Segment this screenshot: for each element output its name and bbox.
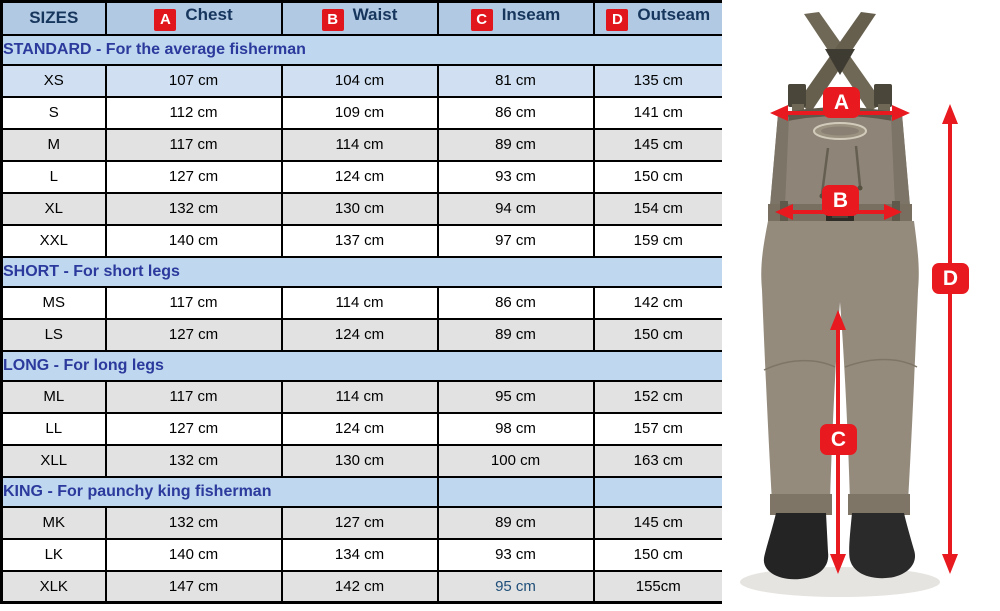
inseam-cell: 93 cm bbox=[438, 161, 594, 193]
size-row-ll bbox=[2, 413, 724, 445]
outseam-cell: 142 cm bbox=[594, 287, 724, 319]
header-row bbox=[2, 2, 724, 35]
size-row-ml bbox=[2, 381, 724, 413]
column-label: SIZES bbox=[29, 8, 79, 28]
chest-cell: 127 cm bbox=[106, 319, 282, 351]
waist-cell: 124 cm bbox=[282, 161, 438, 193]
waist-cell: 104 cm bbox=[282, 65, 438, 97]
outseam-cell: 163 cm bbox=[594, 445, 724, 477]
size-chart-header bbox=[2, 2, 724, 35]
marker-a-badge: A bbox=[154, 9, 176, 31]
size-row-mk bbox=[2, 507, 724, 539]
size-row-m bbox=[2, 129, 724, 161]
outseam-cell: 154 cm bbox=[594, 193, 724, 225]
inseam-cell: 95 cm bbox=[438, 571, 594, 603]
size-cell: LK bbox=[2, 539, 106, 571]
size-row-xxl bbox=[2, 225, 724, 257]
chest-cell: 147 cm bbox=[106, 571, 282, 603]
size-cell: MK bbox=[2, 507, 106, 539]
outseam-cell: 135 cm bbox=[594, 65, 724, 97]
inseam-cell: 98 cm bbox=[438, 413, 594, 445]
inseam-cell: 95 cm bbox=[438, 381, 594, 413]
size-cell: L bbox=[2, 161, 106, 193]
waders-figure bbox=[722, 0, 1000, 611]
outseam-cell: 145 cm bbox=[594, 507, 724, 539]
marker-c-badge: C bbox=[471, 9, 493, 31]
chest-cell: 117 cm bbox=[106, 381, 282, 413]
column-label: Outseam bbox=[637, 5, 711, 25]
size-cell: M bbox=[2, 129, 106, 161]
size-cell: XLL bbox=[2, 445, 106, 477]
size-row-lk bbox=[2, 539, 724, 571]
inseam-cell: 94 cm bbox=[438, 193, 594, 225]
waist-cell: 127 cm bbox=[282, 507, 438, 539]
section-empty-cell bbox=[438, 477, 594, 507]
chest-cell: 140 cm bbox=[106, 225, 282, 257]
size-cell: XL bbox=[2, 193, 106, 225]
outseam-arrow bbox=[942, 104, 958, 574]
size-cell: LS bbox=[2, 319, 106, 351]
size-cell: LL bbox=[2, 413, 106, 445]
size-row-ls bbox=[2, 319, 724, 351]
section-row bbox=[2, 351, 724, 381]
column-header-outseam bbox=[594, 2, 724, 35]
inseam-cell: 89 cm bbox=[438, 319, 594, 351]
size-row-ms bbox=[2, 287, 724, 319]
section-row bbox=[2, 477, 724, 507]
column-label: Waist bbox=[352, 5, 398, 25]
inseam-cell: 89 cm bbox=[438, 129, 594, 161]
chest-cell: 107 cm bbox=[106, 65, 282, 97]
waist-cell: 137 cm bbox=[282, 225, 438, 257]
outseam-cell: 150 cm bbox=[594, 539, 724, 571]
measure-tag-a: A bbox=[823, 87, 860, 118]
size-row-xs bbox=[2, 65, 724, 97]
section-row bbox=[2, 35, 724, 65]
column-header-waist bbox=[282, 2, 438, 35]
waders-photo bbox=[722, 0, 1000, 611]
size-cell: XS bbox=[2, 65, 106, 97]
column-label: Chest bbox=[185, 5, 233, 25]
waist-cell: 124 cm bbox=[282, 413, 438, 445]
chest-cell: 117 cm bbox=[106, 287, 282, 319]
outseam-cell: 157 cm bbox=[594, 413, 724, 445]
outseam-cell: 150 cm bbox=[594, 319, 724, 351]
inseam-cell: 97 cm bbox=[438, 225, 594, 257]
size-row-xlk bbox=[2, 571, 724, 603]
size-row-s bbox=[2, 97, 724, 129]
inseam-cell: 100 cm bbox=[438, 445, 594, 477]
waist-cell: 124 cm bbox=[282, 319, 438, 351]
section-empty-cell bbox=[594, 477, 724, 507]
size-chart-body bbox=[2, 35, 724, 603]
waist-cell: 109 cm bbox=[282, 97, 438, 129]
section-title: KING - For paunchy king fisherman bbox=[2, 477, 438, 507]
section-title: STANDARD - For the average fisherman bbox=[2, 35, 724, 65]
outseam-cell: 155cm bbox=[594, 571, 724, 603]
waist-cell: 114 cm bbox=[282, 129, 438, 161]
chest-cell: 132 cm bbox=[106, 507, 282, 539]
chest-cell: 127 cm bbox=[106, 161, 282, 193]
measure-tag-b: B bbox=[822, 185, 859, 216]
chest-cell: 127 cm bbox=[106, 413, 282, 445]
inseam-cell: 93 cm bbox=[438, 539, 594, 571]
size-row-l bbox=[2, 161, 724, 193]
measure-tag-c: C bbox=[820, 424, 857, 455]
size-row-xl bbox=[2, 193, 724, 225]
marker-d-badge: D bbox=[606, 9, 628, 31]
outseam-cell: 159 cm bbox=[594, 225, 724, 257]
outseam-cell: 150 cm bbox=[594, 161, 724, 193]
legs bbox=[761, 221, 919, 515]
waist-cell: 114 cm bbox=[282, 381, 438, 413]
size-cell: XLK bbox=[2, 571, 106, 603]
measure-tag-d: D bbox=[932, 263, 969, 294]
inseam-cell: 86 cm bbox=[438, 97, 594, 129]
waist-cell: 130 cm bbox=[282, 193, 438, 225]
chest-cell: 132 cm bbox=[106, 445, 282, 477]
size-cell: XXL bbox=[2, 225, 106, 257]
inseam-cell: 89 cm bbox=[438, 507, 594, 539]
section-title: LONG - For long legs bbox=[2, 351, 724, 381]
outseam-cell: 141 cm bbox=[594, 97, 724, 129]
outseam-cell: 152 cm bbox=[594, 381, 724, 413]
outseam-cell: 145 cm bbox=[594, 129, 724, 161]
size-cell: S bbox=[2, 97, 106, 129]
section-row bbox=[2, 257, 724, 287]
inseam-cell: 86 cm bbox=[438, 287, 594, 319]
column-label: Inseam bbox=[501, 5, 561, 25]
waist-cell: 134 cm bbox=[282, 539, 438, 571]
marker-b-badge: B bbox=[322, 9, 344, 31]
chest-cell: 117 cm bbox=[106, 129, 282, 161]
size-row-xll bbox=[2, 445, 724, 477]
column-header-chest bbox=[106, 2, 282, 35]
size-cell: ML bbox=[2, 381, 106, 413]
column-header-inseam bbox=[438, 2, 594, 35]
column-header-sizes bbox=[2, 2, 106, 35]
chest-cell: 112 cm bbox=[106, 97, 282, 129]
size-cell: MS bbox=[2, 287, 106, 319]
chest-cell: 132 cm bbox=[106, 193, 282, 225]
waist-cell: 114 cm bbox=[282, 287, 438, 319]
chest-cell: 140 cm bbox=[106, 539, 282, 571]
section-title: SHORT - For short legs bbox=[2, 257, 724, 287]
waist-cell: 142 cm bbox=[282, 571, 438, 603]
inseam-cell: 81 cm bbox=[438, 65, 594, 97]
waist-cell: 130 cm bbox=[282, 445, 438, 477]
